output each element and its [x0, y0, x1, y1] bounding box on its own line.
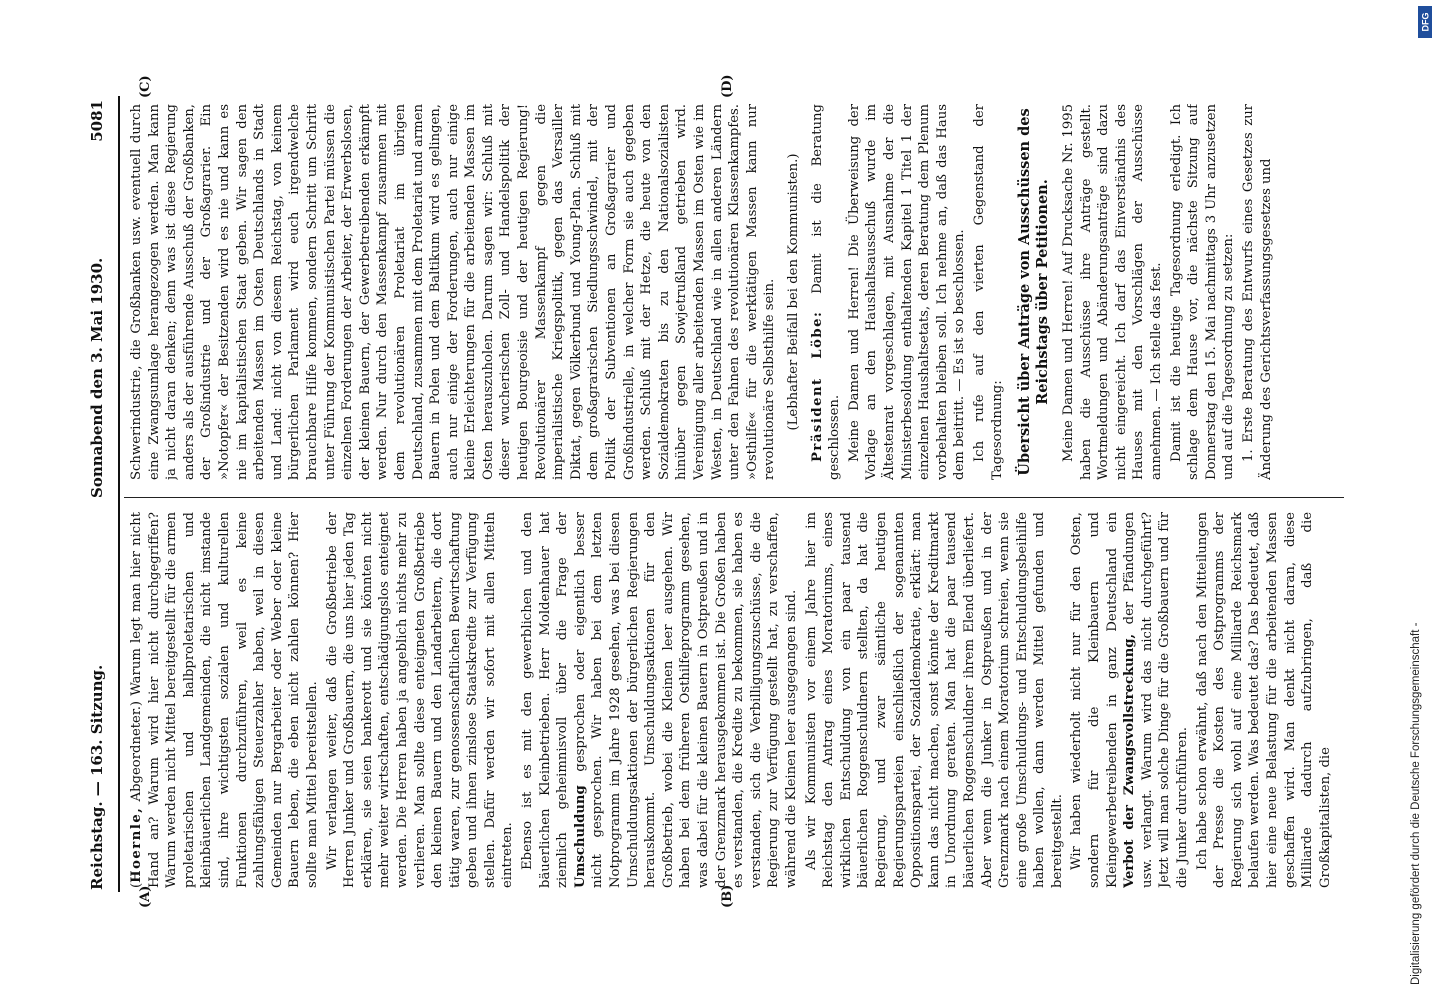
column-divider — [124, 497, 1344, 498]
paragraph-text: Wir haben wiederholt nicht nur für den Osten, sondern für die Kleinbauern und Kleingewerbetreibenden in ganz Deutschland ein — [1069, 512, 1120, 888]
right-column — [128, 104, 1343, 480]
marker-b: (B) — [720, 884, 735, 908]
left-paragraph-6: Ich habe schon erwähnt, daß nach den Mitteilungen der Presse die Kosten des Ostprogramms der Regierung sich wohl auf eine Milliarde Reichsmark belaufen werden. Was bedeutet das? Das bedeutet, daß hier eine neue Belastung für die arbeitenden Massen geschaffen wird. Man denkt nicht daran, diese Milliarde dadurch aufzubringen, daß die Großkapitalisten, die — [1194, 512, 1333, 888]
emphasis-text: Verbot der Zwangsvollstreckung, — [1122, 633, 1138, 888]
page-header — [88, 100, 114, 890]
digitization-credit: Digitalisierung gefördert durch die Deutsche Forschungsgemeinschaft - — [1410, 622, 1422, 985]
marker-c: (C) — [138, 75, 153, 98]
header-rule — [118, 96, 120, 892]
left-paragraph-4: Als wir Kommunisten vor einem Jahre hier im Reichstag den Antrag eines Moratoriums, eines wirklichen Entschuldung von ein paar tausend bäuerlichen Roggenschuldnern stellten, da hat die Regierung, und zwar sämtliche heutigen Regierungsparteien einschließlich der sogenannten Oppositionspartei, der Sozialdemokratie, erklärt: man kann das nicht machen, sonst könnte der Kreditmarkt in Unordnung geraten. Man hat die paar tausend bäuerlichen Roggenschuldner ihrem Elend überliefert. Aber wenn die Junker in Ostpreußen und in der Grenzmark nach einem Moratorium schreien, wenn sie eine große Umschuldungs- und Entschuldungsbeihilfe haben wollen, dann werden Mittel gefunden und bereitgestellt. — [803, 512, 1065, 888]
right-paragraph-1: Schwerindustrie, die Großbanken usw. eventuell durch eine Zwangsumlage herangezogen werden. Man kann ja nicht daran denken; denn was ist diese Regierung anders als der ausführende Ausschuß der Großbanken, der Großindustrie und der Großagrarier. Ein »Notopfer« der Besitzenden wird es nie und kann es nie im kapitalistischen Staat geben. Wir sagen den arbeitenden Massen im Osten Deutschlands in Stadt und Land: nicht von diesem Reichstag, von keinem bürgerlichen Parlament wird euch irgendwelche brauchbare Hilfe kommen, sondern Schritt um Schritt unter Führung der Kommunistischen Partei müssen die einzelnen Forderungen der Arbeiter, der Erwerbslosen, der kleinen Bauern, der Gewerbetreibenden erkämpft werden. Nur durch den Massenkampf zusammen mit dem revolutionären Proletariat im übrigen Deutschland, zusammen mit dem Proletariat und armen Bauern in Polen und dem Baltikum wird es gelingen, auch nur einige der Forderungen, auch nur einige kleine Erleichterungen für die arbeitenden Massen im Osten herauszuholen. Darum sagen wir: Schluß mit dieser wucherischen Zoll- und Handelspolitik der heutigen Bourgeoisie und der heutigen Regierung! Revolutionärer Massenkampf gegen die imperialistische Kriegspolitik, gegen das Versailler Diktat, gegen Völkerbund und Young-Plan. Schluß mit dem großagrarischen Siedlungsschwindel, mit der Politik der Subventionen an Großagrarier und Großindustrielle, in welcher Form sie auch gegeben werden. Schluß mit der Hetze, die heute von den Sozialdemokraten bis zu den Nationalsozialisten hinüber gegen Sowjetrußland getrieben wird. Vereinigung aller arbeitenden Massen im Osten wie im Westen, in Deutschland wie in allen anderen Ländern unter den Fahnen des revolutionären Klassenkampfes. »Osthilfe« für die werktätigen Massen kann nur revolutionäre Selbsthilfe sein. — [129, 104, 778, 480]
marker-d: (D) — [720, 74, 735, 98]
paragraph-text: Warum legt man hier nicht Hand an? Warum wird hier nicht durchgegriffen? Warum werden nicht Mittel bereitgestellt für die armen proletarischen und halbproletarischen und kleinbäuerlichen Landgemeinden, die nicht imstande sind, ihre wichtigsten sozialen und kulturellen Funktionen durchzuführen, weil es keine zahlungsfähigen Steuerzahler haben, weil in diesen Gemeinden nur Bergarbeiter oder Weber oder kleine Bauern leben, die eben nicht zahlen können? Hier sollte man Mittel bereitstellen. — [129, 512, 320, 888]
marker-a: (A) — [138, 885, 153, 908]
header-date: Sonnabend den 3. Mai 1930. — [88, 257, 106, 498]
left-paragraph-5 — [1068, 512, 1191, 888]
left-paragraph-3 — [519, 512, 801, 888]
page-number: 5081 — [88, 100, 106, 142]
section-heading: Übersicht über Anträge von Ausschüssen des Reichstags über Petitionen. — [1016, 108, 1052, 476]
right-paragraph-3: Meine Damen und Herren! Die Überweisung der Vorlage an den Haushaltsausschuß wurde im Ältestenrat vorgeschlagen, mit Ausnahme der die Ministerbesoldung enthaltenden Kapitel 1 Titel 1 der einzelnen Haushaltsetats, deren Beratung dem Plenum vorbehalten bleiben soll. Ich nehme an, daß das Haus dem beitritt. — Es ist so beschlossen. — [846, 104, 968, 480]
right-paragraph-6: Damit ist die heutige Tagesordnung erledigt. Ich schlage dem Hause vor, die nächste Sitzung auf Donnerstag den 15. Mai nachmittags 3 Uhr anzusetzen und auf die Tagesordnung zu setzen: — [1168, 104, 1237, 480]
right-paragraph-4: Ich rufe auf den vierten Gegenstand der Tagesordnung: — [971, 104, 1005, 480]
right-paragraph-5: Meine Damen und Herren! Auf Drucksache Nr. 1995 haben die Ausschüsse ihre Anträge gestellt. Wortmeldungen und Abänderungsanträge sind dazu nicht eingereicht. Ich darf das Einverständnis des Hauses mit den Vorschlägen der Ausschüsse annehmen. — Ich stelle das fest. — [1061, 104, 1165, 480]
logo-text: DFG — [1420, 12, 1430, 32]
left-paragraph-1: (Hoernle, Abgeordneter.) Warum legt man hier nicht Hand an? Warum wird hier nicht durchgegriffen? Warum werden nicht Mittel bereitgestellt für die armen proletarischen und halbproletarischen und kleinbäuerlichen Landgemeinden, die nicht imstande sind, ihre wichtigsten sozialen und kulturellen Funktionen durchzuführen, weil es keine zahlungsfähigen Steuerzahler haben, weil in diesen Gemeinden nur Bergarbeiter oder Weber oder kleine Bauern leben, die eben nicht zahlen können? Hier sollte man Mittel bereitstellen. — [129, 512, 320, 888]
right-paragraph-2 — [809, 104, 844, 480]
applause-note: (Lebhafter Beifall bei den Kommunisten.) — [785, 153, 801, 431]
left-paragraph-2: Wir verlangen weiter, daß die Großbetriebe der Herren Junker und Großbauern, die uns hier jeden Tag erklären, sie seien bankerott und sie könnten nicht mehr weiter wirtschaften, entschädigungslos enteignet werden. Die Herren haben ja angeblich nichts mehr zu verlieren. Man sollte diese enteigneten Großbetriebe den kleinen Bauern und den Landarbeitern, die dort tätig waren, zur genossenschaftlichen Bewirtschaftung geben und ihnen zinslose Staatskredite zur Verfügung stellen. Dafür werden wir sofort mit allen Mitteln eintreten. — [324, 512, 516, 888]
president-name: Präsident Löbe: — [809, 310, 825, 462]
right-paragraph-7: 1. Erste Beratung des Entwurfs eines Gesetzes zur Änderung des Gerichtsverfassungsgesetzes und — [1241, 104, 1274, 480]
paragraph-text: der Pfändungen usw. verlangt. Warum wird das nicht durchgeführt? Jetzt will man solche Dinge für die Großbauern und für die Junker durchführen. — [1122, 512, 1191, 888]
emphasis-text: Umschuldung — [572, 785, 588, 888]
paragraph-text: Ebenso ist es mit den gewerblichen und den bäuerlichen Kleinbetrieben. Herr Moldenhauer hat ziemlich geheimnisvoll über die Frage der — [520, 512, 571, 888]
paragraph-text: Damit ist die Beratung geschlossen. — [809, 104, 843, 480]
left-column — [128, 512, 1343, 888]
dfg-logo-icon — [1418, 6, 1432, 38]
speaker-role: Abgeordneter — [129, 710, 144, 802]
header-left: Reichstag. — 163. Sitzung. — [88, 664, 106, 890]
paragraph-text: gesprochen oder eigentlich besser nicht gesprochen. Wir haben bei dem letzten Notprogramm im Jahre 1928 gesehen, was bei diesen Umschuldungsaktionen der bürgerlichen Regierungen herauskommt. Umschuldungsaktionen für den Großbetrieb, wobei die Kleinen leer ausgehen. Wir haben bei dem früheren Osthilfeprogramm gesehen, was dabei für die kleinen Bauern in Ostpreußen und in der Grenzmark herausgekommen ist. Die Großen haben es verstanden, die Kredite zu bekommen, sie haben es verstanden, sich die Verbilligungszuschüsse, die die Regierung zur Verfügung gestellt hat, zu verschaffen, während die Kleinen leer ausgegangen sind. — [572, 512, 799, 888]
speaker-name: Hoernle, — [129, 806, 144, 883]
